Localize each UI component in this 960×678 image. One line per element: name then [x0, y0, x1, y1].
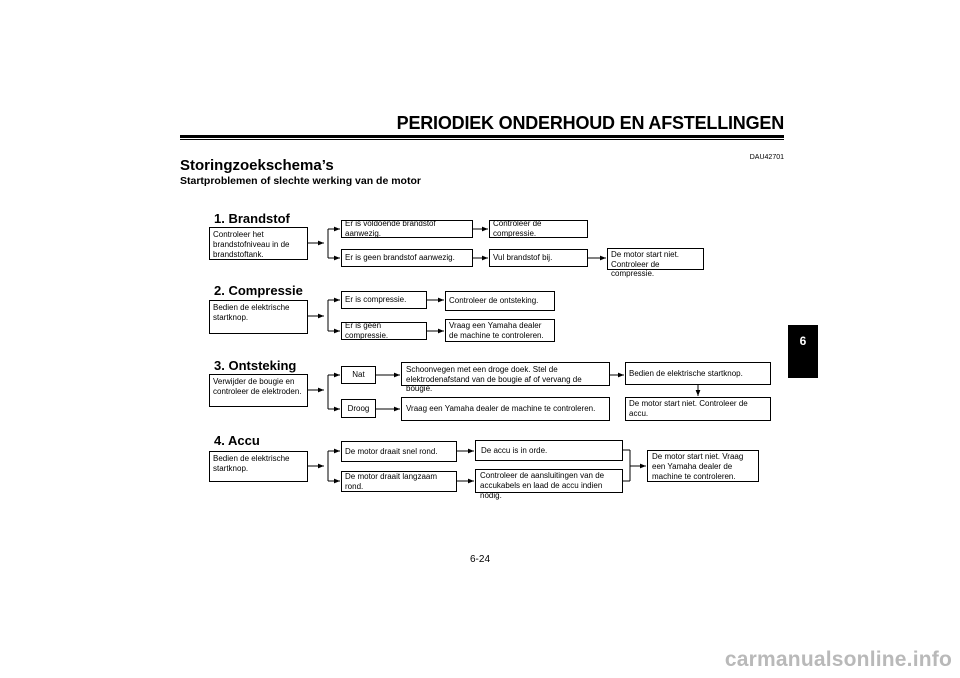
battery-slow-next-box: Controleer de aansluitingen van de accukabels en laad de accu indien nodig. — [475, 469, 623, 493]
ignition-dry-final-box: De motor start niet. Controleer de accu. — [625, 397, 771, 421]
page-number: 6-24 — [469, 554, 490, 565]
group-title-compression: 2. Compressie — [214, 283, 303, 298]
battery-final-box: De motor start niet. Vraag een Yamaha dealer de machine te controleren. — [647, 450, 759, 482]
ignition-dry-next-box: Vraag een Yamaha dealer de machine te controleren. — [401, 397, 610, 421]
section-subtitle: Startproblemen of slechte werking van de motor — [180, 175, 421, 187]
compression-no-next-box: Vraag een Yamaha dealer de machine te controleren. — [445, 319, 555, 342]
group-title-ignition: 3. Ontsteking — [214, 358, 297, 373]
group-title-fuel: 1. Brandstof — [214, 211, 290, 226]
fuel-yes-box: Er is voldoende brandstof aanwezig. — [341, 220, 473, 238]
fuel-start-box: Controleer het brandstofniveau in de brandstoftank. — [209, 227, 308, 260]
compression-no-box: Er is geen compressie. — [341, 322, 427, 340]
ignition-dry-box: Droog — [341, 399, 376, 418]
chapter-tab: 6 — [788, 325, 818, 378]
compression-start-box: Bedien de elektrische startknop. — [209, 300, 308, 334]
battery-start-box: Bedien de elektrische startknop. — [209, 451, 308, 482]
fuel-no-next-box: Vul brandstof bij. — [489, 249, 588, 267]
compression-yes-box: Er is compressie. — [341, 291, 427, 309]
fuel-no-box: Er is geen brandstof aanwezig. — [341, 249, 473, 267]
compression-yes-next-box: Controleer de ontsteking. — [445, 291, 555, 311]
fuel-no-final-box: De motor start niet. Controleer de compressie. — [607, 248, 704, 270]
ignition-wet-box: Nat — [341, 366, 376, 384]
fuel-yes-next-box: Controleer de compressie. — [489, 220, 588, 238]
group-title-battery: 4. Accu — [214, 433, 260, 448]
ignition-wet-final-box: Bedien de elektrische startknop. — [625, 362, 771, 385]
page-header-title: PERIODIEK ONDERHOUD EN AFSTELLINGEN — [396, 113, 784, 133]
ignition-start-box: Verwijder de bougie en controleer de elektroden. — [209, 374, 308, 407]
ignition-wet-next-box: Schoonvegen met een droge doek. Stel de elektrodenafstand van de bougie af of vervang de bougie. — [401, 362, 610, 386]
document-code: DAU42701 — [749, 154, 784, 161]
battery-fast-box: De motor draait snel rond. — [341, 441, 457, 462]
watermark: carmanualsonline.info — [724, 648, 952, 671]
battery-fast-next-box: De accu is in orde. — [475, 440, 623, 461]
battery-slow-box: De motor draait langzaam rond. — [341, 471, 457, 492]
section-title: Storingzoekschema’s — [180, 157, 334, 174]
